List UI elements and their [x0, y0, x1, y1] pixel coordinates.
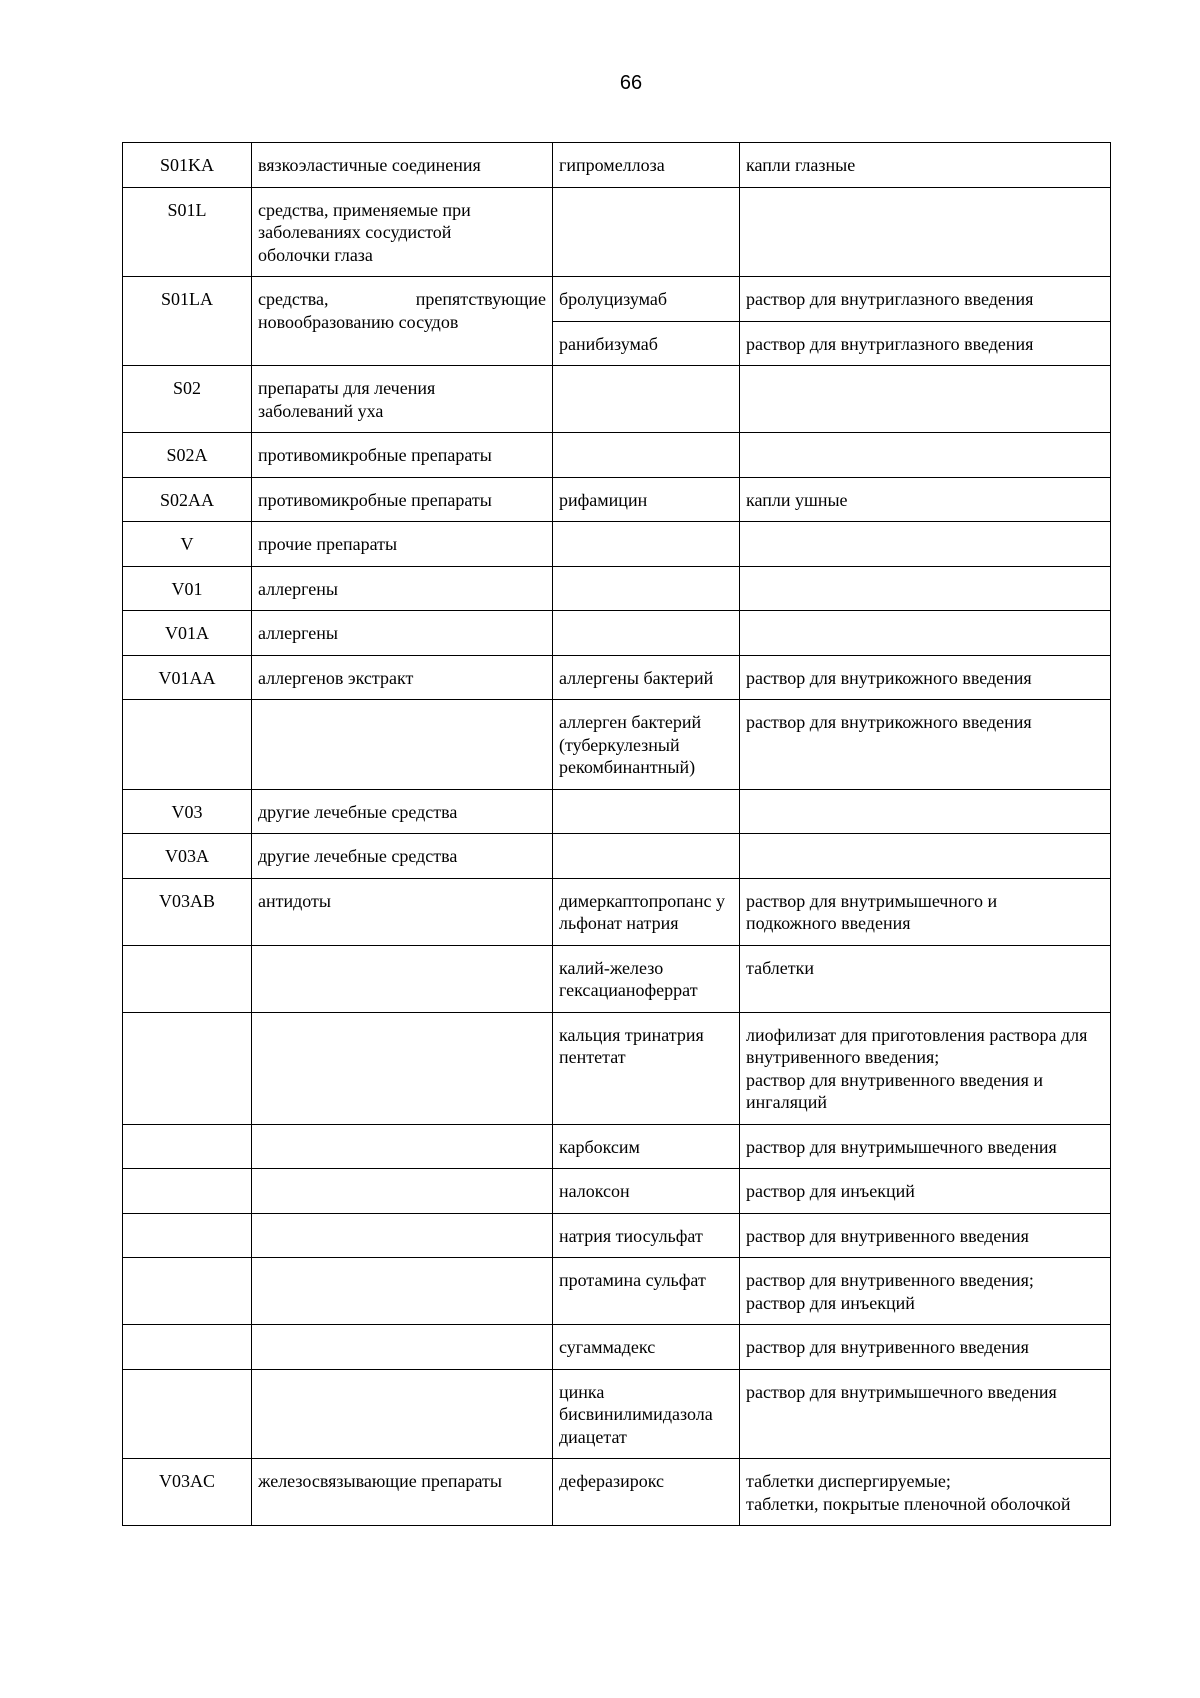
- atc-code-cell: [123, 1213, 252, 1258]
- atc-code-cell: [123, 1169, 252, 1214]
- group-cell: [252, 1124, 553, 1169]
- form-cell: раствор для внутривенного введения: [740, 1325, 1111, 1370]
- table-row: [123, 611, 1111, 656]
- table-row: [123, 1258, 1111, 1325]
- form-line: раствор для инъекций: [746, 1292, 915, 1313]
- group-cell: аллергенов экстракт: [252, 655, 553, 700]
- drug-cell: димеркаптопропанс ульфонат натрия: [553, 878, 740, 945]
- table-row: [123, 878, 1111, 945]
- table-row: [123, 187, 1111, 277]
- atc-code-cell: V: [123, 522, 252, 567]
- atc-code-cell: S01KA: [123, 143, 252, 188]
- table-row: [123, 1124, 1111, 1169]
- group-cell: [252, 1325, 553, 1370]
- group-cell: аллергены: [252, 611, 553, 656]
- form-cell: [740, 1012, 1111, 1124]
- drug-table: [122, 142, 1111, 1526]
- table-row: [123, 143, 1111, 188]
- group-line: новообразованию сосудов: [258, 311, 459, 332]
- form-line: лиофилизат для приготовления раствора для внутривенного введения;: [746, 1024, 1088, 1067]
- table-row: [123, 1169, 1111, 1214]
- table-row: [123, 945, 1111, 1012]
- form-cell: таблетки: [740, 945, 1111, 1012]
- drug-cell: аллерген бактерий (туберкулезный рекомбинантный): [553, 700, 740, 790]
- drug-cell: гипромеллоза: [553, 143, 740, 188]
- atc-code-cell: S02A: [123, 433, 252, 478]
- table-row: [123, 1459, 1111, 1526]
- atc-code-cell: [123, 1369, 252, 1459]
- table-row: [123, 566, 1111, 611]
- form-line: раствор для внутривенного введения и ингаляций: [746, 1069, 1044, 1112]
- drug-cell: [553, 611, 740, 656]
- group-cell: другие лечебные средства: [252, 834, 553, 879]
- page-number: 66: [619, 72, 643, 94]
- table-row: [123, 1325, 1111, 1370]
- group-cell: противомикробные препараты: [252, 433, 553, 478]
- drug-cell: цинка бисвинилимидазола диацетат: [553, 1369, 740, 1459]
- form-line: таблетки диспергируемые;: [746, 1471, 951, 1491]
- drug-cell: [553, 433, 740, 478]
- group-word: средства,: [258, 289, 329, 309]
- atc-code-cell: S01LA: [123, 277, 252, 366]
- drug-cell: карбоксим: [553, 1124, 740, 1169]
- form-cell: раствор для внутриглазного введения: [740, 321, 1111, 366]
- atc-code-cell: S02: [123, 366, 252, 433]
- atc-code-cell: S02AA: [123, 477, 252, 522]
- atc-code-cell: V03AC: [123, 1459, 252, 1526]
- drug-cell: калий-железо гексацианоферрат: [553, 945, 740, 1012]
- form-cell: [740, 522, 1111, 567]
- form-cell: раствор для внутрикожного введения: [740, 700, 1111, 790]
- drug-cell: [553, 789, 740, 834]
- table-row: [123, 700, 1111, 790]
- table-row: [123, 834, 1111, 879]
- table-row: [123, 433, 1111, 478]
- group-cell: [252, 1258, 553, 1325]
- atc-code-cell: [123, 1124, 252, 1169]
- drug-cell: [553, 366, 740, 433]
- drug-cell: ранибизумаб: [553, 321, 740, 366]
- table-row: [123, 277, 1111, 322]
- group-cell: средства, применяемые при заболеваниях сосудистой оболочки глаза: [252, 187, 553, 277]
- drug-cell: деферазирокс: [553, 1459, 740, 1526]
- form-cell: [740, 187, 1111, 277]
- drug-cell: кальция тринатрия пентетат: [553, 1012, 740, 1124]
- group-cell: [252, 1012, 553, 1124]
- drug-cell: аллергены бактерий: [553, 655, 740, 700]
- group-cell: антидоты: [252, 878, 553, 945]
- group-cell: [252, 1213, 553, 1258]
- drug-cell: налоксон: [553, 1169, 740, 1214]
- drug-cell: [553, 187, 740, 277]
- table-row: [123, 1012, 1111, 1124]
- atc-code-cell: V03AB: [123, 878, 252, 945]
- group-cell: противомикробные препараты: [252, 477, 553, 522]
- group-cell: препараты для лечения заболеваний уха: [252, 366, 553, 433]
- atc-code-cell: [123, 945, 252, 1012]
- table-row: [123, 522, 1111, 567]
- form-line: таблетки, покрытые пленочной оболочкой: [746, 1493, 1071, 1514]
- table-row: [123, 655, 1111, 700]
- group-cell: другие лечебные средства: [252, 789, 553, 834]
- atc-code-cell: [123, 1325, 252, 1370]
- atc-code-cell: V01A: [123, 611, 252, 656]
- atc-code-cell: V01AA: [123, 655, 252, 700]
- form-cell: капли ушные: [740, 477, 1111, 522]
- form-cell: раствор для внутримышечного и подкожного введения: [740, 878, 1111, 945]
- table-row: [123, 366, 1111, 433]
- atc-code-cell: [123, 1258, 252, 1325]
- drug-cell: [553, 834, 740, 879]
- drug-cell: [553, 522, 740, 567]
- atc-code-cell: V01: [123, 566, 252, 611]
- atc-code-cell: [123, 1012, 252, 1124]
- form-cell: [740, 789, 1111, 834]
- table-row: [123, 1213, 1111, 1258]
- group-cell: [252, 1169, 553, 1214]
- form-cell: раствор для внутривенного введения: [740, 1213, 1111, 1258]
- form-cell: [740, 433, 1111, 478]
- group-cell: вязкоэластичные соединения: [252, 143, 553, 188]
- group-cell: [252, 277, 553, 366]
- form-cell: [740, 366, 1111, 433]
- group-cell: железосвязывающие препараты: [252, 1459, 553, 1526]
- atc-code-cell: V03A: [123, 834, 252, 879]
- group-cell: аллергены: [252, 566, 553, 611]
- atc-code-cell: V03: [123, 789, 252, 834]
- group-cell: прочие препараты: [252, 522, 553, 567]
- table-row: [123, 477, 1111, 522]
- form-cell: капли глазные: [740, 143, 1111, 188]
- table-row: [123, 789, 1111, 834]
- group-cell: [252, 945, 553, 1012]
- drug-cell: сугаммадекс: [553, 1325, 740, 1370]
- group-line-justified: [258, 288, 546, 311]
- drug-cell: бролуцизумаб: [553, 277, 740, 322]
- form-line: раствор для внутривенного введения;: [746, 1270, 1034, 1290]
- drug-cell: протамина сульфат: [553, 1258, 740, 1325]
- form-cell: [740, 611, 1111, 656]
- form-cell: [740, 834, 1111, 879]
- form-cell: [740, 566, 1111, 611]
- table-row: [123, 1369, 1111, 1459]
- form-cell: раствор для внутримышечного введения: [740, 1124, 1111, 1169]
- drug-cell: [553, 566, 740, 611]
- atc-code-cell: [123, 700, 252, 790]
- group-cell: [252, 1369, 553, 1459]
- group-cell: [252, 700, 553, 790]
- form-cell: раствор для внутримышечного введения: [740, 1369, 1111, 1459]
- drug-cell: натрия тиосульфат: [553, 1213, 740, 1258]
- atc-code-cell: S01L: [123, 187, 252, 277]
- group-word: препятствующие: [415, 289, 546, 309]
- form-cell: [740, 1258, 1111, 1325]
- drug-cell: рифамицин: [553, 477, 740, 522]
- form-cell: раствор для инъекций: [740, 1169, 1111, 1214]
- form-cell: [740, 1459, 1111, 1526]
- form-cell: раствор для внутрикожного введения: [740, 655, 1111, 700]
- form-cell: раствор для внутриглазного введения: [740, 277, 1111, 322]
